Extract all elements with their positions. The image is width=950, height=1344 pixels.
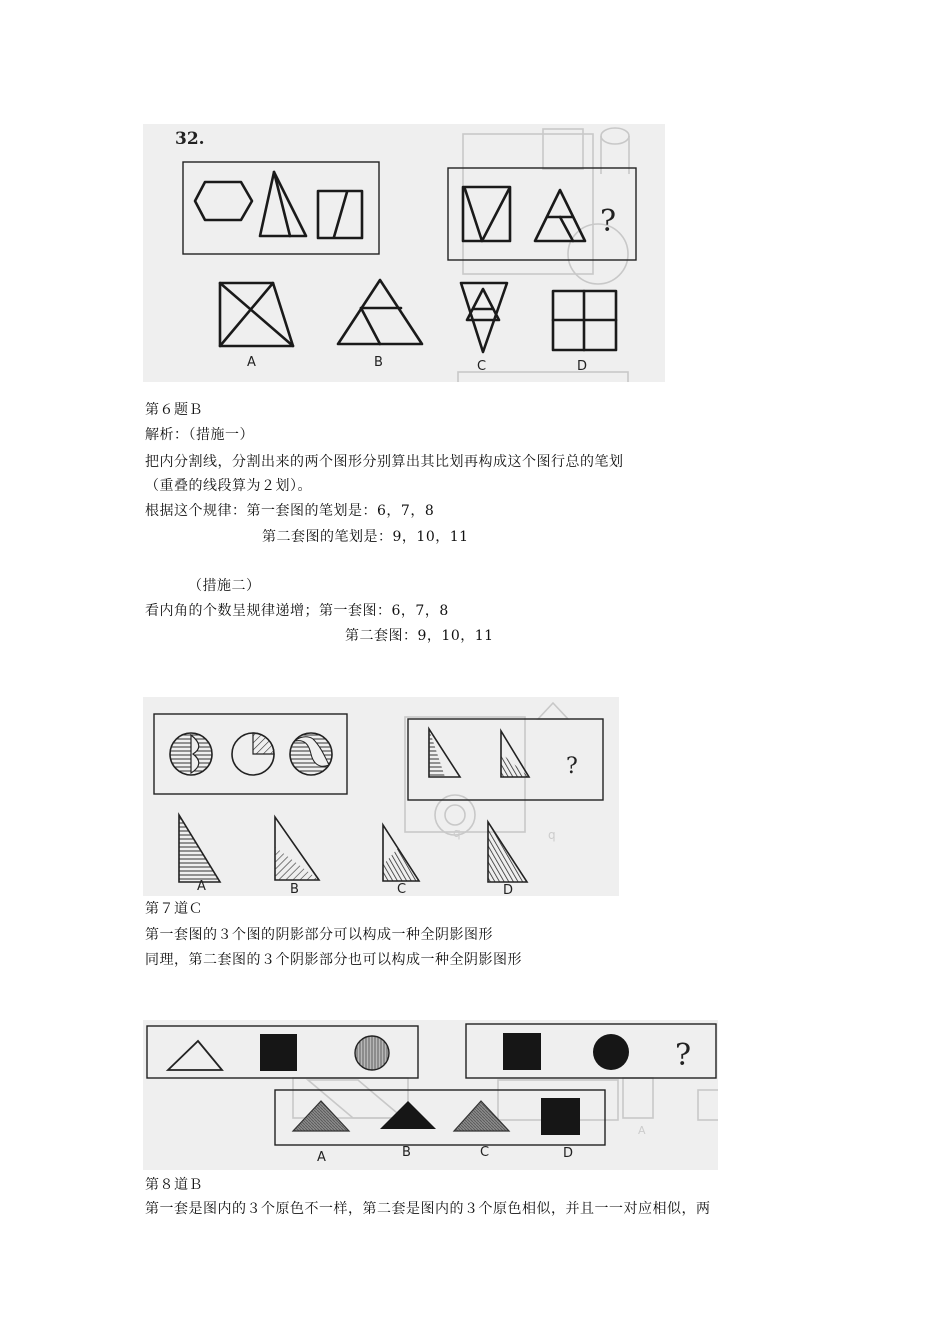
option-d-black-square <box>541 1098 580 1135</box>
q7-title: 第７道Ｃ <box>145 901 203 917</box>
circle-shaded-sides-shape <box>170 733 212 775</box>
q8-line1: 第一套是图内的３个原色不一样，第二套是图内的３个原色相似，并且一一对应相似，两 <box>145 1201 711 1217</box>
option-d-shape <box>553 291 616 350</box>
svg-text:q: q <box>453 826 461 840</box>
q6-line2: 把内分割线，分割出来的两个图形分别算出其比划再构成这个图行总的笔划 <box>145 454 624 470</box>
q8-title: 第８道Ｂ <box>145 1177 203 1193</box>
option-b-shape <box>275 817 319 880</box>
option-label-a: A <box>197 879 206 894</box>
circle-quarter-shaded-shape <box>232 733 274 775</box>
q7-line2: 同理，第二套图的３个阴影部分也可以构成一种全阴影图形 <box>145 952 522 968</box>
option-label-d: D <box>503 883 514 896</box>
option-label-d: D <box>563 1146 574 1161</box>
option-label-b: B <box>290 882 299 896</box>
option-c-shape <box>461 283 507 352</box>
outline-triangle-shape <box>168 1041 222 1070</box>
q6-line4: 根据这个规律：第一套图的笔划是：6，7，8 <box>145 503 435 519</box>
question-number: 32. <box>175 129 205 149</box>
option-label-b: B <box>402 1145 411 1160</box>
circle-yin-yang-shaded-shape <box>290 733 332 775</box>
q6-title: 第６题Ｂ <box>145 402 203 418</box>
q6-line6: （措施二） <box>188 578 261 594</box>
option-label-d: D <box>577 359 588 374</box>
option-d-shape <box>488 822 527 882</box>
q6-line7: 看内角的个数呈规律递增；第一套图：6，7，8 <box>145 603 449 619</box>
q6-line5: 第二套图的笔划是：9，10，11 <box>262 529 469 545</box>
figure-question-8 <box>143 1020 718 1170</box>
option-b-shape <box>338 280 422 344</box>
figure-question-7 <box>143 697 619 896</box>
option-label-c: C <box>480 1145 490 1160</box>
first-set-box <box>183 162 379 254</box>
figure-question-6 <box>143 124 665 382</box>
square-with-v-shape <box>463 187 510 241</box>
option-label-a: A <box>317 1150 326 1165</box>
option-label-b: B <box>374 355 383 370</box>
svg-text:q: q <box>548 828 556 842</box>
option-label-c: C <box>477 359 487 374</box>
black-square-shape <box>260 1034 297 1071</box>
grey-circle-shape <box>355 1036 389 1070</box>
question-mark: ? <box>675 1038 692 1073</box>
option-c-grey-triangle <box>454 1101 509 1131</box>
triangle-left-shaded-shape <box>429 729 460 777</box>
black-circle-shape <box>593 1034 629 1070</box>
question-mark: ? <box>600 204 617 239</box>
triangle-subdivided-shape <box>535 190 585 241</box>
option-c-shape <box>383 825 419 881</box>
option-label-c: C <box>397 882 407 896</box>
option-label-a: A <box>247 355 256 370</box>
question-mark: ? <box>566 754 578 779</box>
triangle-with-line-shape <box>260 172 306 236</box>
rectangle-with-diagonal-shape <box>318 191 362 238</box>
hexagon-shape <box>195 182 252 220</box>
black-square-shape-2 <box>503 1033 541 1070</box>
option-a-grey-triangle <box>293 1101 349 1131</box>
option-a-shape <box>179 815 220 882</box>
q6-line3: （重叠的线段算为２划）。 <box>145 478 312 494</box>
svg-text:A: A <box>638 1124 646 1137</box>
show-through-artifacts <box>458 128 629 382</box>
q7-line1: 第一套图的３个图的阴影部分可以构成一种全阴影图形 <box>145 927 493 943</box>
option-a-shape <box>220 283 293 346</box>
q6-line8: 第二套图：9，10，11 <box>345 628 494 644</box>
q6-line1: 解析：（措施一） <box>145 427 254 443</box>
